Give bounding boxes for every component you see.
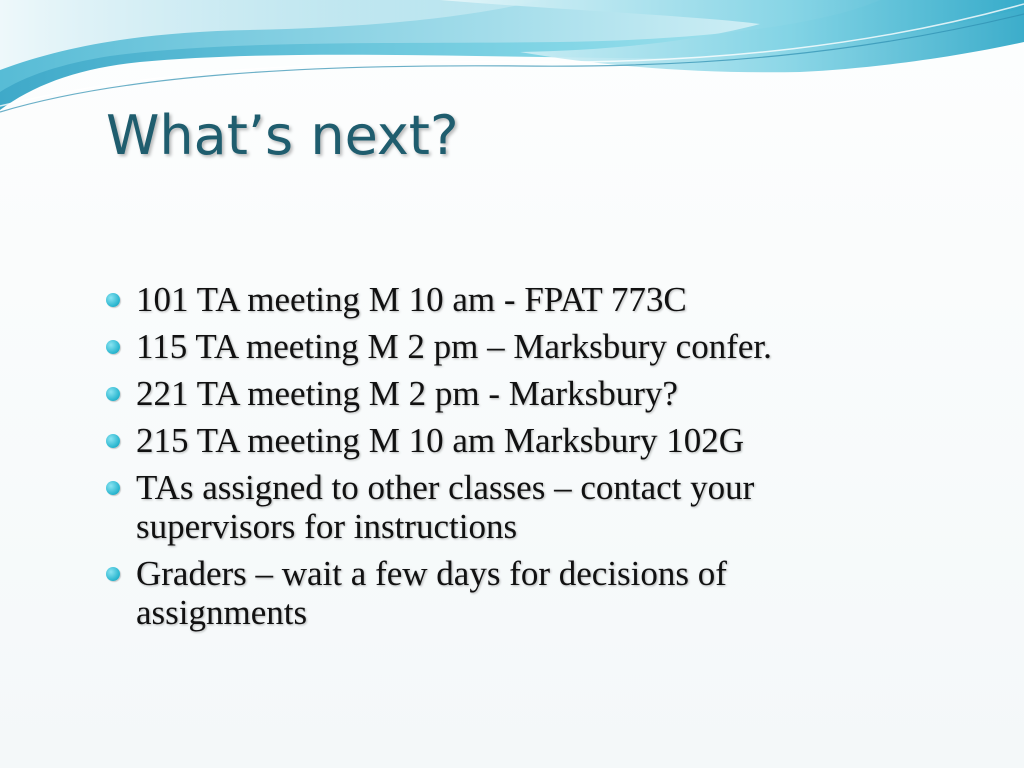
bullet-text: 115 TA meeting M 2 pm – Marksbury confer. [136, 327, 772, 366]
bullet-item [104, 468, 904, 546]
bullet-text: TAs assigned to other classes – contact your supervisors for instructions [136, 468, 755, 546]
bullet-dot-icon [106, 293, 120, 307]
bullet-dot-icon [106, 481, 120, 495]
bullet-text: 101 TA meeting M 10 am - FPAT 773C [136, 280, 687, 319]
bullet-item [104, 554, 904, 632]
bullet-dot-icon [106, 434, 120, 448]
bullet-dot-icon [106, 387, 120, 401]
bullet-dot-icon [106, 340, 120, 354]
bullet-dot-icon [106, 567, 120, 581]
bullet-text: 215 TA meeting M 10 am Marksbury 102G [136, 421, 745, 460]
bullet-item [104, 421, 904, 460]
slide-title: What’s next? [106, 104, 459, 167]
bullet-text: 221 TA meeting M 2 pm - Marksbury? [136, 374, 678, 413]
bullet-item [104, 327, 904, 366]
bullet-list [104, 280, 904, 640]
bullet-item [104, 280, 904, 319]
bullet-text: Graders – wait a few days for decisions of assignments [136, 554, 727, 632]
bullet-item [104, 374, 904, 413]
